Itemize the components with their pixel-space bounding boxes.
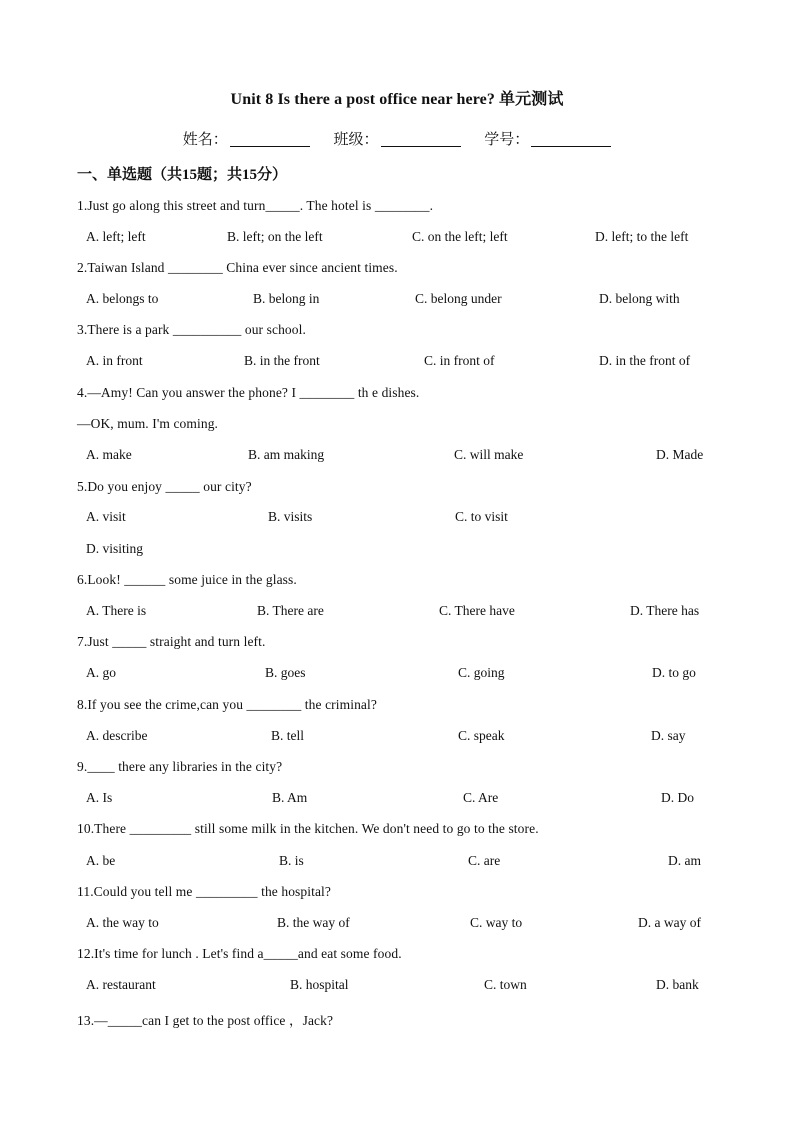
number-label: 学号： xyxy=(484,132,530,148)
question-stem: 13.—_____can I get to the post office ，Jack? xyxy=(77,1013,334,1028)
options-row xyxy=(0,853,794,873)
option-b[interactable]: B. am making xyxy=(248,447,325,462)
option-d[interactable]: D. There has xyxy=(630,603,700,618)
options-row xyxy=(0,977,794,997)
student-info-row xyxy=(0,128,794,149)
option-d[interactable]: D. visiting xyxy=(86,541,144,556)
question-stem: 6.Look! ______ some juice in the glass. xyxy=(77,572,297,587)
question-stem: 10.There _________ still some milk in the kitchen. We don't need to go to the store. xyxy=(77,821,539,836)
option-a[interactable]: A. belongs to xyxy=(86,291,159,306)
option-a[interactable]: A. Is xyxy=(86,790,113,805)
option-c[interactable]: C. in front of xyxy=(424,353,495,368)
options-row xyxy=(0,603,794,623)
option-a[interactable]: A. visit xyxy=(86,509,126,524)
option-b[interactable]: B. Am xyxy=(272,790,308,805)
option-b[interactable]: B. tell xyxy=(271,728,304,743)
question-stem: 9.____ there any libraries in the city? xyxy=(77,759,283,774)
options-row xyxy=(0,915,794,935)
option-b[interactable]: B. There are xyxy=(257,603,324,618)
option-b[interactable]: B. is xyxy=(279,853,304,868)
options-row xyxy=(0,447,794,467)
option-d[interactable]: D. left; to the left xyxy=(595,229,689,244)
option-c[interactable]: C. going xyxy=(458,665,505,680)
option-c[interactable]: C. are xyxy=(468,853,501,868)
option-a[interactable]: A. describe xyxy=(86,728,148,743)
option-a[interactable]: A. in front xyxy=(86,353,143,368)
option-d[interactable]: D. belong with xyxy=(599,291,680,306)
options-row xyxy=(0,728,794,748)
option-b[interactable]: B. visits xyxy=(268,509,313,524)
option-d[interactable]: D. Made xyxy=(656,447,704,462)
options-row xyxy=(0,665,794,685)
option-c[interactable]: C. There have xyxy=(439,603,515,618)
question-stem: 11.Could you tell me _________ the hospital? xyxy=(77,884,331,899)
class-blank[interactable] xyxy=(381,132,461,147)
option-b[interactable]: B. goes xyxy=(265,665,306,680)
question-stem: 3.There is a park __________ our school. xyxy=(77,322,306,337)
option-c[interactable]: C. Are xyxy=(463,790,499,805)
class-label: 班级： xyxy=(333,132,379,148)
question-stem: 2.Taiwan Island ________ China ever since ancient times. xyxy=(77,260,398,275)
question-stem: 7.Just _____ straight and turn left. xyxy=(77,634,266,649)
option-a[interactable]: A. the way to xyxy=(86,915,159,930)
options-row xyxy=(0,229,794,249)
option-d[interactable]: D. Do xyxy=(661,790,694,805)
option-d[interactable]: D. in the front of xyxy=(599,353,691,368)
question-stem-line2: —OK, mum. I'm coming. xyxy=(77,416,219,431)
option-a[interactable]: A. make xyxy=(86,447,132,462)
option-b[interactable]: B. belong in xyxy=(253,291,320,306)
class-field xyxy=(333,128,460,149)
option-a[interactable]: A. left; left xyxy=(86,229,146,244)
name-blank[interactable] xyxy=(230,132,310,147)
option-b[interactable]: B. in the front xyxy=(244,353,320,368)
option-c[interactable]: C. to visit xyxy=(455,509,508,524)
option-a[interactable]: A. There is xyxy=(86,603,147,618)
option-c[interactable]: C. speak xyxy=(458,728,505,743)
options-row xyxy=(0,541,794,561)
option-c[interactable]: C. way to xyxy=(470,915,523,930)
name-field xyxy=(183,128,310,149)
option-a[interactable]: A. restaurant xyxy=(86,977,156,992)
option-d[interactable]: D. a way of xyxy=(638,915,701,930)
option-c[interactable]: C. will make xyxy=(454,447,524,462)
name-label: 姓名： xyxy=(182,132,228,148)
question-stem: 4.—Amy! Can you answer the phone? I ________ th e dishes. xyxy=(77,385,420,400)
options-row xyxy=(0,291,794,311)
number-field xyxy=(484,128,611,149)
option-d[interactable]: D. am xyxy=(668,853,701,868)
question-stem: 1.Just go along this street and turn_____. The hotel is ________. xyxy=(77,198,434,213)
option-d[interactable]: D. to go xyxy=(652,665,696,680)
option-b[interactable]: B. the way of xyxy=(277,915,350,930)
question-stem: 5.Do you enjoy _____ our city? xyxy=(77,479,252,494)
page-title: Unit 8 Is there a post office near here? 单元测试 xyxy=(230,91,564,108)
option-d[interactable]: D. say xyxy=(651,728,686,743)
option-d[interactable]: D. bank xyxy=(656,977,699,992)
option-a[interactable]: A. go xyxy=(86,665,116,680)
option-b[interactable]: B. hospital xyxy=(290,977,349,992)
question-stem: 8.If you see the crime,can you ________ the criminal? xyxy=(77,697,377,712)
options-row xyxy=(0,790,794,810)
number-blank[interactable] xyxy=(531,132,611,147)
option-c[interactable]: C. on the left; left xyxy=(412,229,508,244)
options-row xyxy=(0,353,794,373)
option-c[interactable]: C. town xyxy=(484,977,527,992)
option-b[interactable]: B. left; on the left xyxy=(227,229,323,244)
option-c[interactable]: C. belong under xyxy=(415,291,502,306)
section-title: 一、单选题（共15题；共15分） xyxy=(77,167,288,183)
question-stem: 12.It's time for lunch . Let's find a_____and eat some food. xyxy=(77,946,402,961)
option-a[interactable]: A. be xyxy=(86,853,116,868)
options-row xyxy=(0,509,794,529)
